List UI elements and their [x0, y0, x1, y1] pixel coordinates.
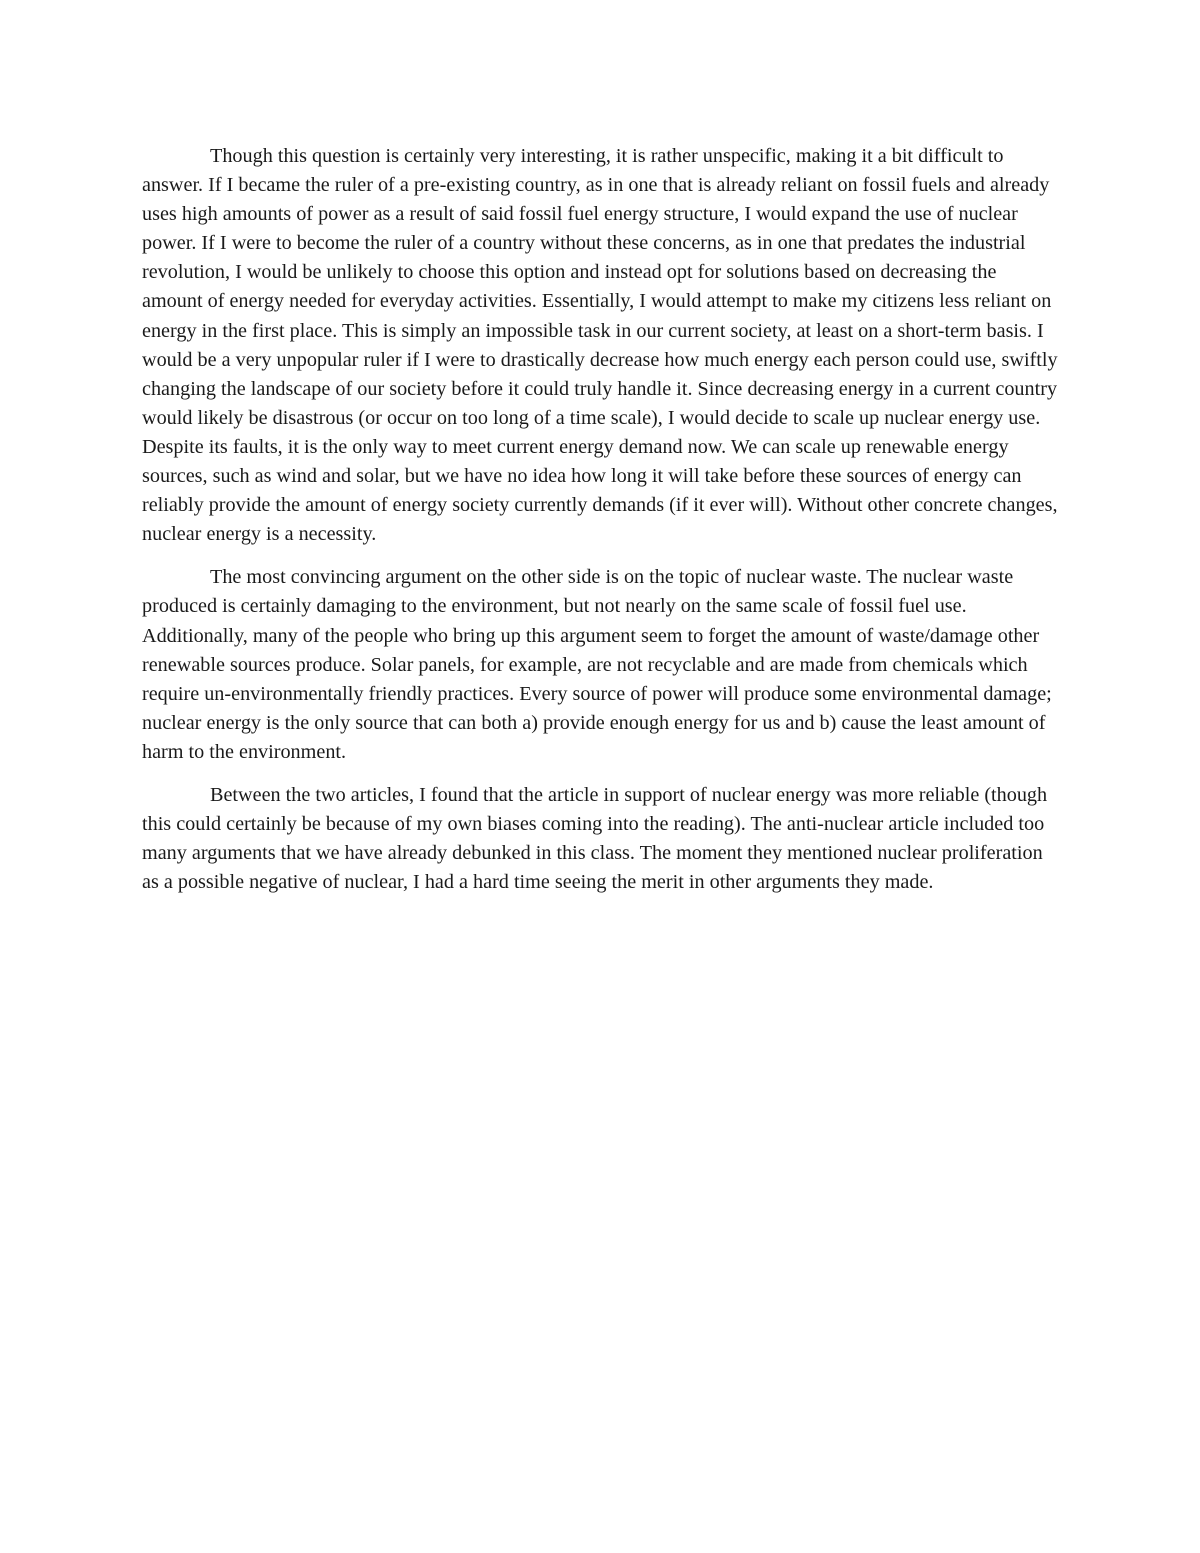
paragraph-1: Though this question is certainly very interesting, it is rather unspecific, making it a bit difficult to answer. If I became the ruler of a pre-existing country, as in one that is already reliant on fossil fuels and already uses high amounts of power as a result of said fossil fuel energy structure, I would expand the use of nuclear power. If I were to become the ruler of a country without these concerns, as in one that predates the industrial revolution, I would be unlikely to choose this option and instead opt for solutions based on decreasing the amount of energy needed for everyday activities. Essentially, I would attempt to make my citizens less reliant on energy in the first place. This is simply an impossible task in our current society, at least on a short-term basis. I would be a very unpopular ruler if I were to drastically decrease how much energy each person could use, swiftly changing the landscape of our society before it could truly handle it. Since decreasing energy in a current country would likely be disastrous (or occur on too long of a time scale), I would decide to scale up nuclear energy use. Despite its faults, it is the only way to meet current energy demand now. We can scale up renewable energy sources, such as wind and solar, but we have no idea how long it will take before these sources of energy can reliably provide the amount of energy society currently demands (if it ever will). Without other concrete changes, nuclear energy is a necessity. — [142, 145, 1058, 546]
document-body — [142, 142, 1062, 911]
paragraph-3: Between the two articles, I found that the article in support of nuclear energy was more reliable (though this could certainly be because of my own biases coming into the reading). The anti-nuclear article included too many arguments that we have already debunked in this class. The moment they mentioned nuclear proliferation as a possible negative of nuclear, I had a hard time seeing the merit in other arguments they made. — [142, 783, 1048, 894]
paragraph-2: The most convincing argument on the other side is on the topic of nuclear waste. The nuclear waste produced is certainly damaging to the environment, but not nearly on the same scale of fossil fuel use. Additionally, many of the people who bring up this argument seem to forget the amount of waste/damage other renewable sources produce. Solar panels, for example, are not recyclable and are made from chemicals which require un-environmentally friendly practices. Every source of power will produce some environmental damage; nuclear energy is the only source that can both a) provide enough energy for us and b) cause the least amount of harm to the environment. — [142, 566, 1052, 763]
